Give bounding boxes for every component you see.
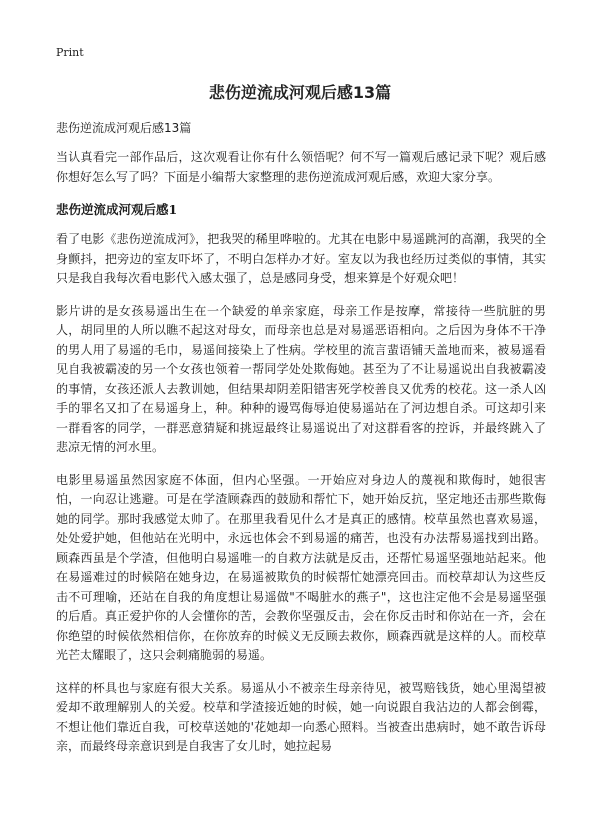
document-subtitle: 悲伤逆流成河观后感13篇 (56, 121, 192, 135)
section-heading: 悲伤逆流成河观后感1 (56, 202, 178, 217)
document-title: 悲伤逆流成河观后感13篇 (208, 83, 392, 102)
body-paragraph: 看了电影《悲伤逆流成河》，把我哭的稀里哗啦的。尤其在电影中易遥跳河的高潮，我哭的全身颤抖，把旁边的室友吓坏了，不明白怎样办才好。室友以为我也经历过类似的事情，其实只是我自我每次看电影代入感太强了，总是感同身受，想来算是个好观众吧！ (56, 232, 546, 285)
body-paragraph: 这样的杯具也与家庭有很大关系。易遥从小不被亲生母亲待见，被骂赔钱货，她心里渴望被爱却不敢理解别人的关爱。校草和学渣接近她的时候，她一向说跟自我沾边的人都会倒霉，不想让他们靠近自我，可校草送她的'花她却一向悉心照料。当被查出患病时，她不敢告诉母亲，而最终母亲意识到是自我害了女儿时，她拉起易 (56, 680, 546, 753)
body-paragraph: 影片讲的是女孩易遥出生在一个缺爱的单亲家庭，母亲工作是按摩，常接待一些肮脏的男人，胡同里的人所以瞧不起这对母女，而母亲也总是对易遥恶语相向。之后因为身体不干净的男人用了易遥的毛巾，易遥间接染上了性病。学校里的流言蜚语铺天盖地而来，被易遥看见自我被霸凌的另一个女孩也领着一帮同学处处欺侮她。甚至为了不让易遥说出自我被霸凌的事情，女孩还派人去教训她，但结果却阴差阳错害死学校善良又优秀的校花。这一杀人凶手的罪名又扣了在易遥身上，种。种种的谩骂侮辱迫使易遥站在了河边想自杀。可这却引来一群看客的同学，一群恶意猜疑和挑逗最终让易遥说出了对这群看客的控诉，并最终跳入了悲凉无情的河水里。 (56, 303, 546, 454)
document-body (56, 118, 546, 770)
print-link[interactable]: Print (56, 46, 84, 59)
intro-paragraph: 当认真看完一部作品后，这次观看让你有什么领悟呢？何不写一篇观后感记录下呢？观后感你想好怎么写了吗？下面是小编帮大家整理的悲伤逆流成河观后感，欢迎大家分享。 (56, 150, 546, 184)
body-paragraph: 电影里易遥虽然因家庭不体面，但内心坚强。一开始应对身边人的蔑视和欺侮时，她很害怕，一向忍让逃避。可是在学渣顾森西的鼓励和帮忙下，她开始反抗，坚定地还击那些欺侮她的同学。那时我感觉太帅了。在那里我看见什么才是真正的感情。校草虽然也喜欢易遥，处处爱护她，但他站在光明中，永远也体会不到易遥的痛苦，也没有办法帮易遥找到出路。顾森西虽是个学渣，但他明白易遥唯一的自救方法就是反击，还帮忙易遥坚强地站起来。他在易遥难过的时候陪在她身边，在易遥被欺负的时候帮忙她漂亮回击。而校草却认为这些反击不可理喻，还站在自我的角度想让易遥做"不喝脏水的燕子"，这也注定他不会是易遥坚强的后盾。真正爱护你的人会懂你的苦，会教你坚强反击，会在你反击时和你站在一齐，会在你绝望的时候依然相信你，在你放弃的时候义无反顾去救你，顾森西就是这样的人。而校草光芒太耀眼了，这只会刺痛脆弱的易遥。 (56, 472, 546, 662)
